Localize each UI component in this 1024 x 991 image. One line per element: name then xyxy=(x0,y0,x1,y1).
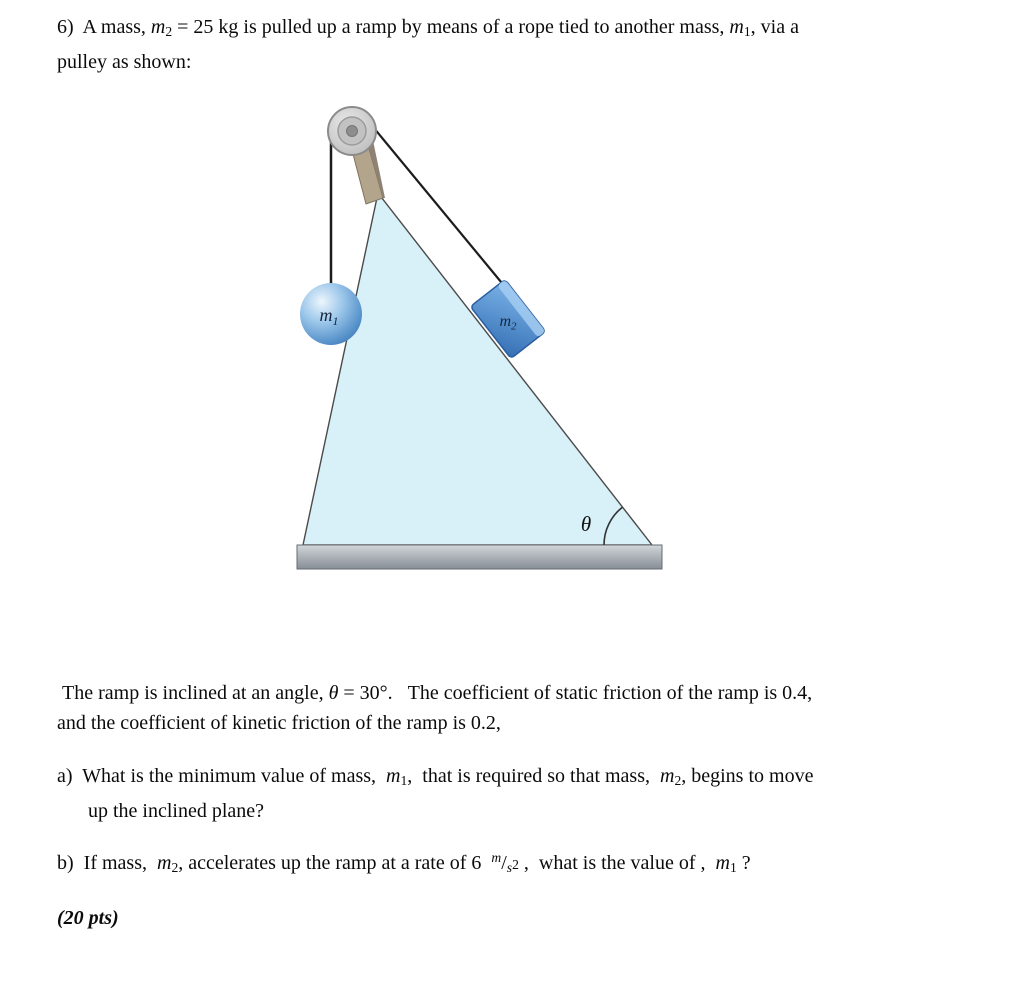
ramp-parameters-text: The ramp is inclined at an angle, θ = 30°. The coefficient of static friction of the ramp is 0.4, and the coefficient of kinetic friction of the ramp is 0.2, xyxy=(57,682,813,734)
angle-theta-label: θ xyxy=(580,512,592,536)
points-label: (20 pts) xyxy=(57,907,119,929)
ground xyxy=(297,545,662,569)
problem-statement: 6) A mass, $m_2 = 25$ kg is pulled up a ramp by means of a rope tied to another mass, $m_1$, via a pulley as shown: xyxy=(57,16,799,73)
ramp-triangle xyxy=(303,193,652,545)
ramp-diagram xyxy=(278,84,718,594)
mass-m1-label: $m_1$ xyxy=(319,305,339,328)
pulley-hub xyxy=(347,126,358,137)
question-part-b: b) If mass, $m_2$, accelerates up the ramp at a rate of 6 $^m/_s2$ , what is the value of , $m_1$ ? xyxy=(57,850,751,875)
question-part-a: a) What is the minimum value of mass, $m_1$, that is required so that mass, $m_2$, begins to move up the inclined plane? xyxy=(57,765,814,822)
mass-m2-label: $m_2$ xyxy=(499,313,517,333)
ramp-diagram-svg xyxy=(278,84,718,594)
